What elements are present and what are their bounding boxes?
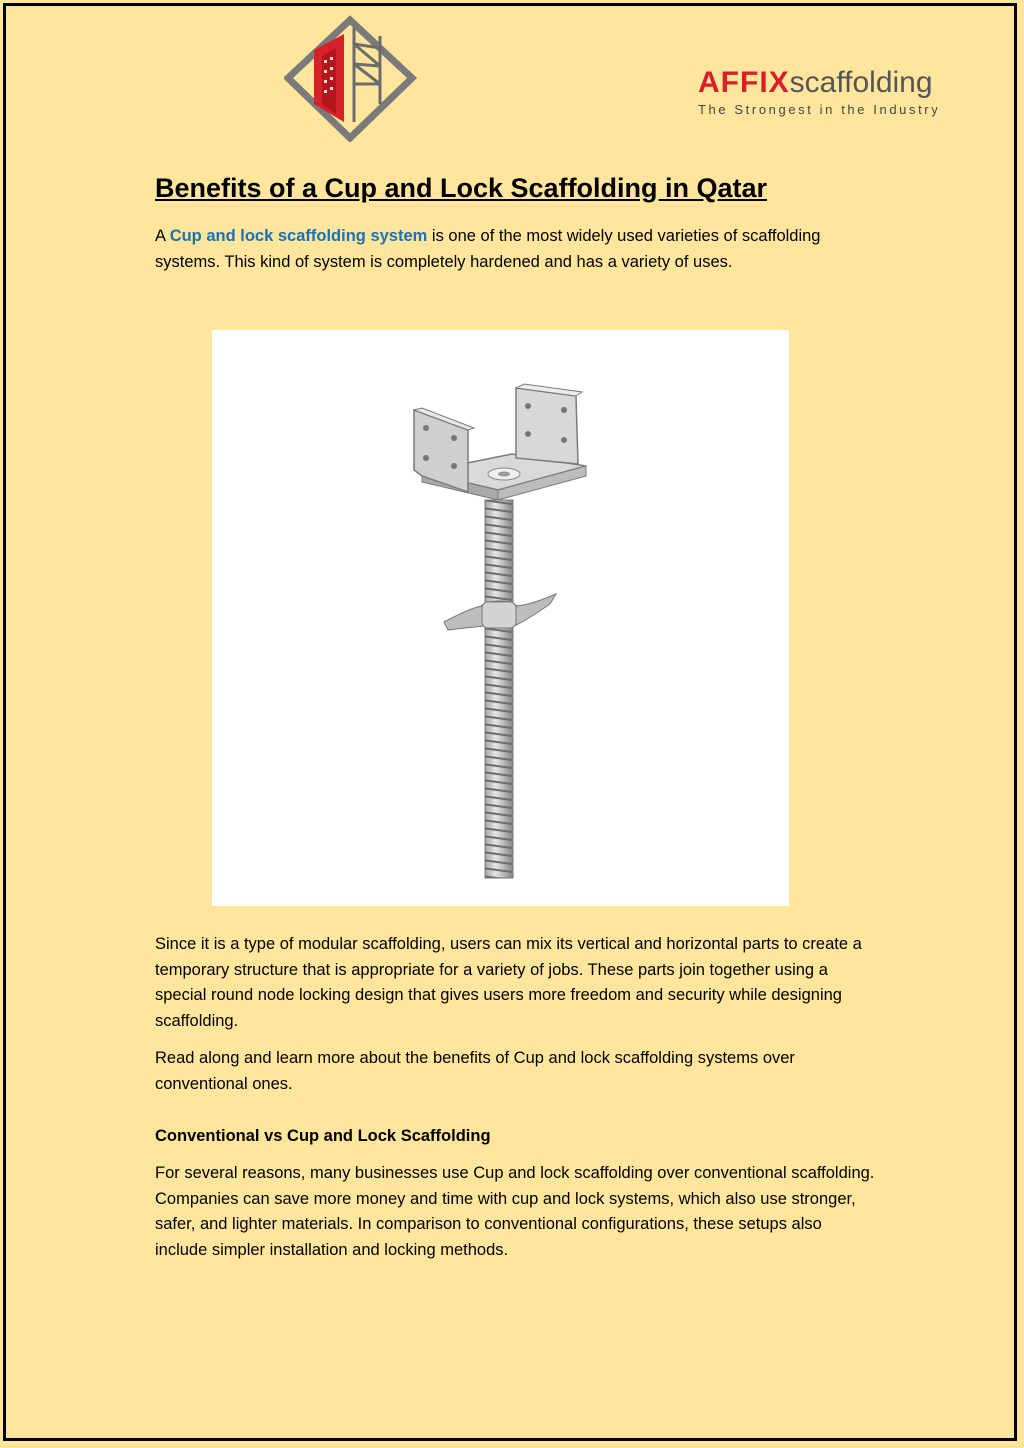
logo-emblem-icon bbox=[284, 14, 684, 142]
intro-prefix: A bbox=[155, 227, 170, 245]
product-image bbox=[212, 330, 789, 906]
modular-paragraph: Since it is a type of modular scaffolding, users can mix its vertical and horizontal parts to create a temporary structure that is appropriate for a variety of jobs. These parts join together using a special round node locking design that gives users more freedom and security while designing scaffolding. bbox=[155, 935, 862, 1030]
section-heading: Conventional vs Cup and Lock Scaffolding bbox=[155, 1127, 491, 1145]
u-head-jack-image bbox=[212, 330, 789, 906]
brand-tagline: The Strongest in the Industry bbox=[698, 102, 941, 117]
brand-name bbox=[698, 66, 940, 100]
company-logo[interactable] bbox=[284, 14, 941, 142]
intro-suffix: is one of the most widely used varieties of scaffolding systems. This kind of system is completely hardened and has a variety of uses. bbox=[155, 227, 821, 271]
comparison-paragraph: For several reasons, many businesses use Cup and lock scaffolding over conventional scaffolding. Companies can save more money and time with cup and lock systems, which also use stronger, safer, and lighter materials. In comparison to conventional configurations, these setups also include simpler installation and locking methods. bbox=[155, 1164, 875, 1259]
brand-affix: AFFIX bbox=[698, 66, 790, 99]
intro-paragraph bbox=[155, 224, 875, 275]
brand-scaffolding: scaffolding bbox=[789, 66, 933, 99]
article-title: Benefits of a Cup and Lock Scaffolding in Qatar bbox=[155, 173, 768, 203]
cup-lock-scaffolding-link[interactable]: Cup and lock scaffolding system bbox=[169, 227, 428, 245]
read-along-paragraph: Read along and learn more about the benefits of Cup and lock scaffolding systems over conventional ones. bbox=[155, 1049, 795, 1093]
